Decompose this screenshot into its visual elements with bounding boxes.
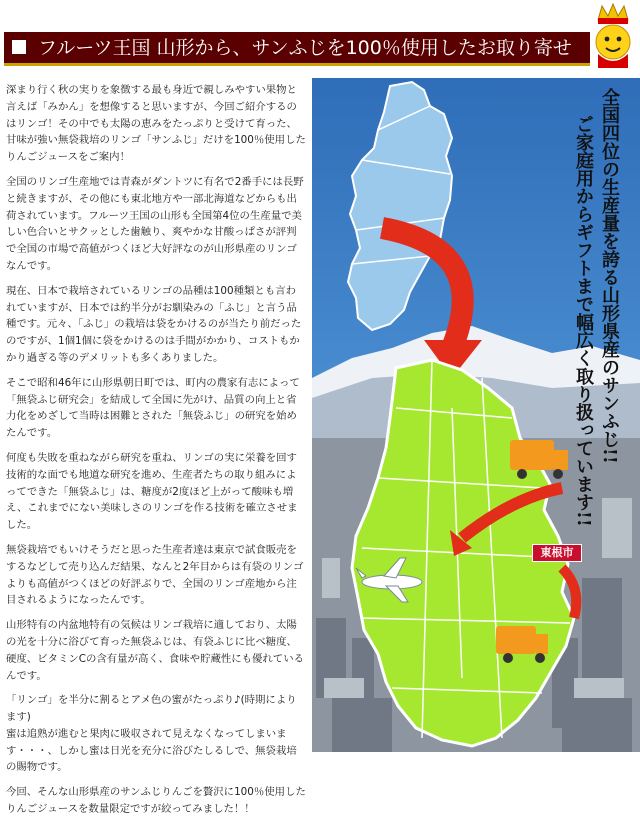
vertical-headline-2: ご家庭用からギフトまで幅広く取り扱っています!! bbox=[573, 115, 594, 527]
header bbox=[0, 0, 640, 72]
vertical-headline-1: 全国四位の生産量を誇る山形県産のサンふじ!! bbox=[599, 88, 620, 464]
page-title: フルーツ王国 山形から、サンふじを100％使用したお取り寄せ bbox=[38, 37, 572, 59]
paragraph: 全国のリンゴ生産地では青森がダントツに有名で2番手には長野と続きますが、その他にも東北地方や一部北海道などからも出荷されています。フルーツ王国の山形も全国第4位の生産量で美しい色合いとサクッとした歯触り、爽やかな甘酸っぱさが評判で全国の市場で高値がつくほど大好評なのが山形県産のリンゴなんです。 bbox=[6, 175, 304, 272]
paragraph: そこで昭和46年に山形県朝日町では、町内の農家有志によって「無袋ふじ研究会」を結成して全国に先がけ、品質の向上と省力化をめざして当時は困難とされた「無袋ふじ」の研究を始めたんです。 bbox=[6, 376, 300, 440]
mascot-king-icon bbox=[588, 2, 638, 70]
paragraph: 「リンゴ」を半分に割るとアメ色の蜜がたっぷり♪(時期によります) 蜜は追熟が進むと果肉に吸収されて見えなくなってしまいます・・・、しかし蜜は日光を充分に浴びたしるしで、無袋栽培の賜物です。 bbox=[6, 694, 297, 774]
paragraph: 何度も失敗を重ねながら研究を重ね、リンゴの実に栄養を回す技術的な面でも地道な研究を進め、生産者たちの取り組みによってできた「無袋ふじ」は、糖度が2度ほど上がって酸味も増え、これまでにない美味しさのリンゴを作る技術を確立させました。 bbox=[6, 451, 298, 532]
paragraph: 山形特有の内盆地特有の気候はリンゴ栽培に適しており、太陽の光を十分に浴びて育った無袋ふじは、有袋ふじに比べ糖度、硬度、ビタミンCの含有量が高く、食味や貯蔵性にも優れているんです。 bbox=[6, 619, 304, 682]
square-bullet-icon bbox=[12, 40, 26, 54]
title-bar bbox=[4, 32, 590, 66]
article-body bbox=[6, 82, 306, 826]
paragraph: 今回、そんな山形県産のサンふじりんごを贅沢に100％使用したりんごジュースを数量限定ですが絞ってみました！！ bbox=[6, 786, 306, 816]
paragraph: 現在、日本で栽培されているリンゴの品種は100種類とも言われていますが、日本では約半分がお馴染みの「ふじ」と言う品種です。元々、「ふじ」の栽培は袋をかけるのが当たり前だったのですが、1個1個に袋をかけるのは手間がかかり、コストもかかり過ぎる等のデメリットも多くありました。 bbox=[6, 284, 302, 364]
paragraph: 深まり行く秋の実りを象徴する最も身近で親しみやすい果物と言えば「みかん」を想像すると思いますが、今回ご紹介するのはリンゴ！その中でも太陽の恵みをたっぷりと受けて育った、甘味が強い無袋栽培のリンゴ「サンふじ」だけを100％使用したりんごジュースをご案内！ bbox=[6, 84, 306, 164]
paragraph: 無袋栽培でもいけそうだと思った生産者達は東京で試食販売をするなどして売り込んだ結果、なんと2年目からは有袋のリンゴよりも高値がつくほどの好評ぶりで、全国のリンゴ産地から注目されるようになったんです。 bbox=[6, 543, 304, 607]
city-label-badge: 東根市 bbox=[532, 544, 582, 562]
